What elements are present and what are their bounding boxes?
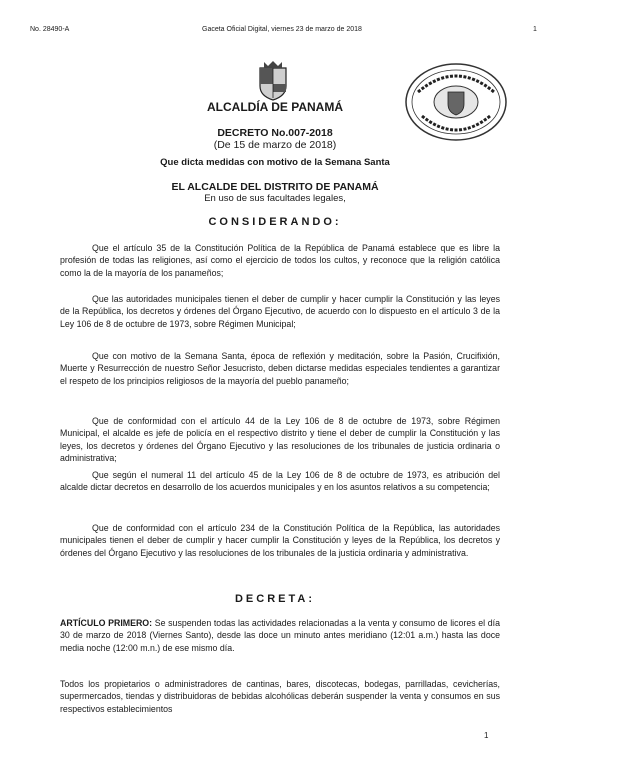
considerando-paragraph: Que el artículo 35 de la Constitución Política de la República de Panamá establece que es libre la profesión de todas las religiones, así como el ejercicio de todos los cultos, y reconoce que la religión católica como la de la mayoría de los panameños; <box>60 243 500 278</box>
considerando-paragraph: Que las autoridades municipales tienen el deber de cumplir y hacer cumplir la Constitución y las leyes de la República, los decretos y órdenes del Órgano Ejecutivo, de acuerdo con lo dispuesto en el artículo 3 de la Ley 106 de 8 de octubre de 1973, sobre Régimen Municipal; <box>60 294 500 329</box>
considerando-heading: CONSIDERANDO: <box>208 216 342 228</box>
decreta-heading: DECRETA: <box>234 593 315 605</box>
coat-of-arms-icon <box>256 60 290 102</box>
considerando-paragraph: Que de conformidad con el artículo 234 de la Constitución Política de la República, las autoridades municipales tienen el deber de cumplir y hacer cumplir la Constitución y leyes de la República, los decretos y órdenes del Órgano Ejecutivo y las resoluciones de los tribunales de la justicia ordinaria y administrativa. <box>60 523 500 558</box>
official-seal-icon <box>404 62 508 142</box>
considerando-paragraph: Que de conformidad con el artículo 44 de la Ley 106 de 8 de octubre de 1973, sobre Régimen Municipal, el alcalde es jefe de policía en el respectivo distrito y tiene el deber de cumplir la Constitución y las leyes, los decretos y órdenes del Órgano Ejecutivo y las resoluciones de los tribunales de justicia ordinaria o administrativa; <box>60 416 500 464</box>
header-page-number: 1 <box>533 26 537 33</box>
article-label: ARTÍCULO PRIMERO: <box>60 618 153 628</box>
considerando-paragraph: Que según el numeral 11 del artículo 45 de la Ley 106 de 8 de octubre de 1973, es atribución del alcalde dictar decretos en desarrollo de los acuerdos municipales y en los asuntos relativos a su competencia; <box>60 470 500 493</box>
final-paragraph: Todos los propietarios o administradores de cantinas, bares, discotecas, bodegas, parrilladas, cevicherías, supermercados, tiendas y distribuidoras de bebidas alcohólicas deberán suspender la venta y consumos en sus respectivos establecimientos <box>60 679 500 714</box>
considerando-paragraph: Que con motivo de la Semana Santa, época de reflexión y meditación, sobre la Pasión, Crucifixión, Muerte y Resurrección de nuestro Señor Jesucristo, deben dictarse medidas especiales tendientes a garantizar el respeto de los principios religiosos de la mayoría del pueblo panameño; <box>60 351 500 386</box>
gazette-number: No. 28490-A <box>30 26 70 33</box>
powers-line: En uso de sus facultades legales, <box>204 193 346 204</box>
article-text: Se suspenden todas las actividades relacionadas a la venta y consumo de licores el día 30 de marzo de 2018 (Viernes Santo), desde las doce un minuto antes meridiano (12:01 a.m.) hasta las doce media noche (12:00 m.n.) de ese mismo día. <box>60 618 500 653</box>
article-first <box>60 617 500 654</box>
decree-number: DECRETO No.007-2018 <box>217 127 333 139</box>
institution-title: ALCALDÍA DE PANAMÁ <box>207 100 343 114</box>
authority-title: EL ALCALDE DEL DISTRITO DE PANAMÁ <box>171 181 379 193</box>
decree-subject: Que dicta medidas con motivo de la Semana Santa <box>160 157 390 168</box>
decree-date: (De 15 de marzo de 2018) <box>213 139 337 151</box>
footer-page-number: 1 <box>484 731 489 740</box>
gazette-title: Gaceta Oficial Digital, viernes 23 de marzo de 2018 <box>202 26 362 33</box>
